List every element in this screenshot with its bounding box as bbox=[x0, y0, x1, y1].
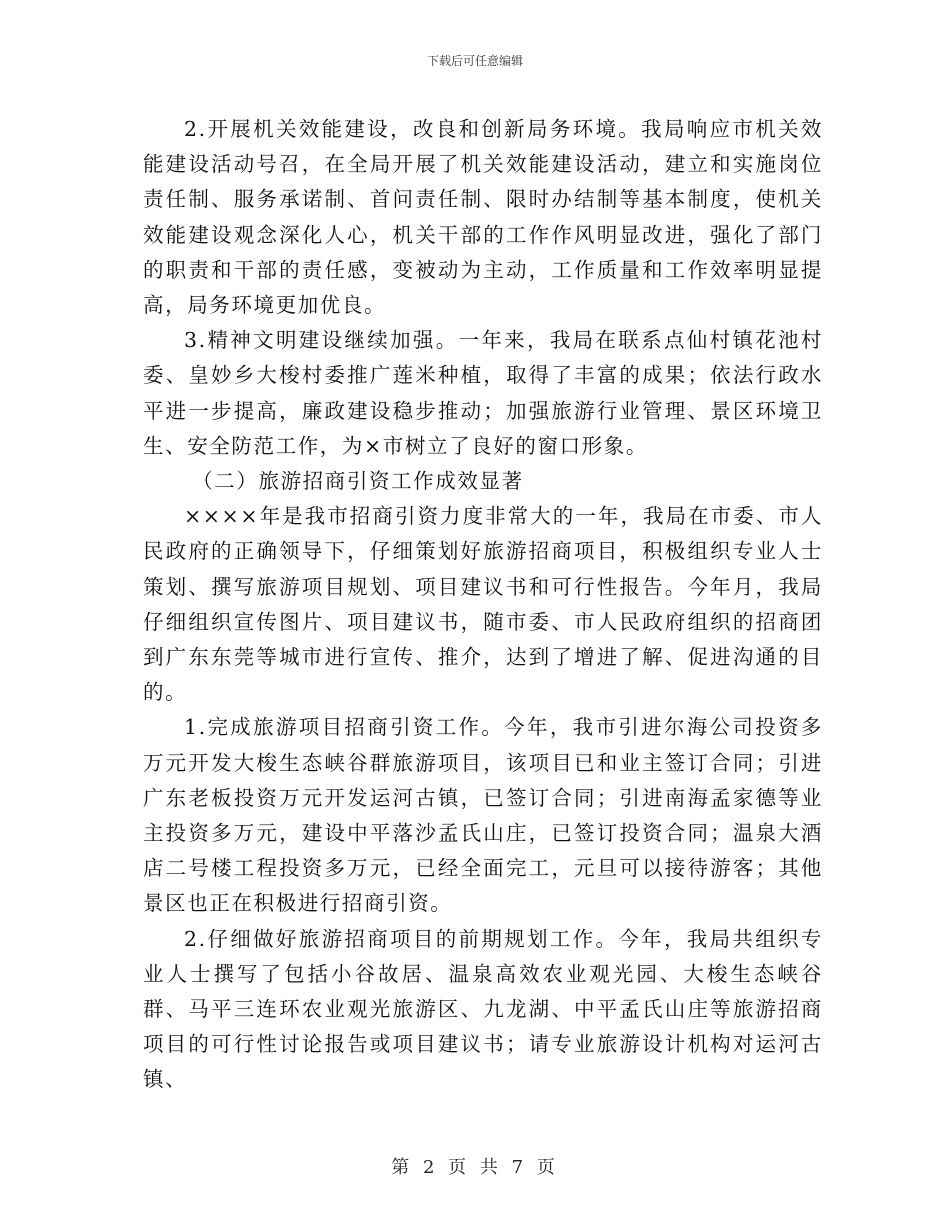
document-body bbox=[143, 112, 823, 1098]
paragraph-project-planning: 2.仔细做好旅游招商项目的前期规划工作。今年，我局共组织专业人士撰写了包括小谷故居、温泉高效农业观光园、大梭生态峡谷群、马平三连环农业观光旅游区、九龙湖、中平孟氏山庄等旅游招商项目的可行性讨论报告或项目建议书；请专业旅游设计机构对运河古镇、 bbox=[143, 926, 823, 1092]
page-number-footer: 第 2 页 共 7 页 bbox=[391, 1157, 559, 1178]
paragraph-spiritual-civilization: 3.精神文明建设继续加强。一年来，我局在联系点仙村镇花池村委、皇妙乡大梭村委推广莲米种植，取得了丰富的成果；依法行政水平进一步提高，廉政建设稳步推动；加强旅游行业管理、景区环境卫生、安全防范工作，为×市树立了良好的窗口形象。 bbox=[143, 328, 823, 458]
paragraph-project-investment: 1.完成旅游项目招商引资工作。今年，我市引进尔海公司投资多万元开发大梭生态峡谷群旅游项目，该项目已和业主签订合同；引进广东老板投资万元开发运河古镇，已签订合同；引进南海孟家德等业主投资多万元，建设中平落沙孟氏山庄，已签订投资合同；温泉大酒店二号楼工程投资多万元，已经全面完工，元旦可以接待游客；其他景区也正在积极进行招商引资。 bbox=[143, 715, 823, 916]
page-header: 下载后可任意编辑 bbox=[426, 54, 523, 68]
paragraph-investment-overview: ××××年是我市招商引资力度非常大的一年，我局在市委、市人民政府的正确领导下，仔细策划好旅游招商项目，积极组织专业人士策划、撰写旅游项目规划、项目建议书和可行性报告。今年月，我局仔细组织宣传图片、项目建议书，随市委、市人民政府组织的招商团到广东东莞等城市进行宣传、推介，达到了增进了解、促进沟通的目的。 bbox=[143, 504, 823, 705]
paragraph-efficiency-building: 2.开展机关效能建设，改良和创新局务环境。我局响应市机关效能建设活动号召，在全局开展了机关效能建设活动，建立和实施岗位责任制、服务承诺制、首问责任制、限时办结制等基本制度，使机关效能建设观念深化人心，机关干部的工作作风明显改进，强化了部门的职责和干部的责任感，变被动为主动，工作质量和工作效率明显提高，局务环境更加优良。 bbox=[143, 117, 823, 318]
section-heading-investment: （二）旅游招商引资工作成效显著 bbox=[192, 469, 524, 494]
